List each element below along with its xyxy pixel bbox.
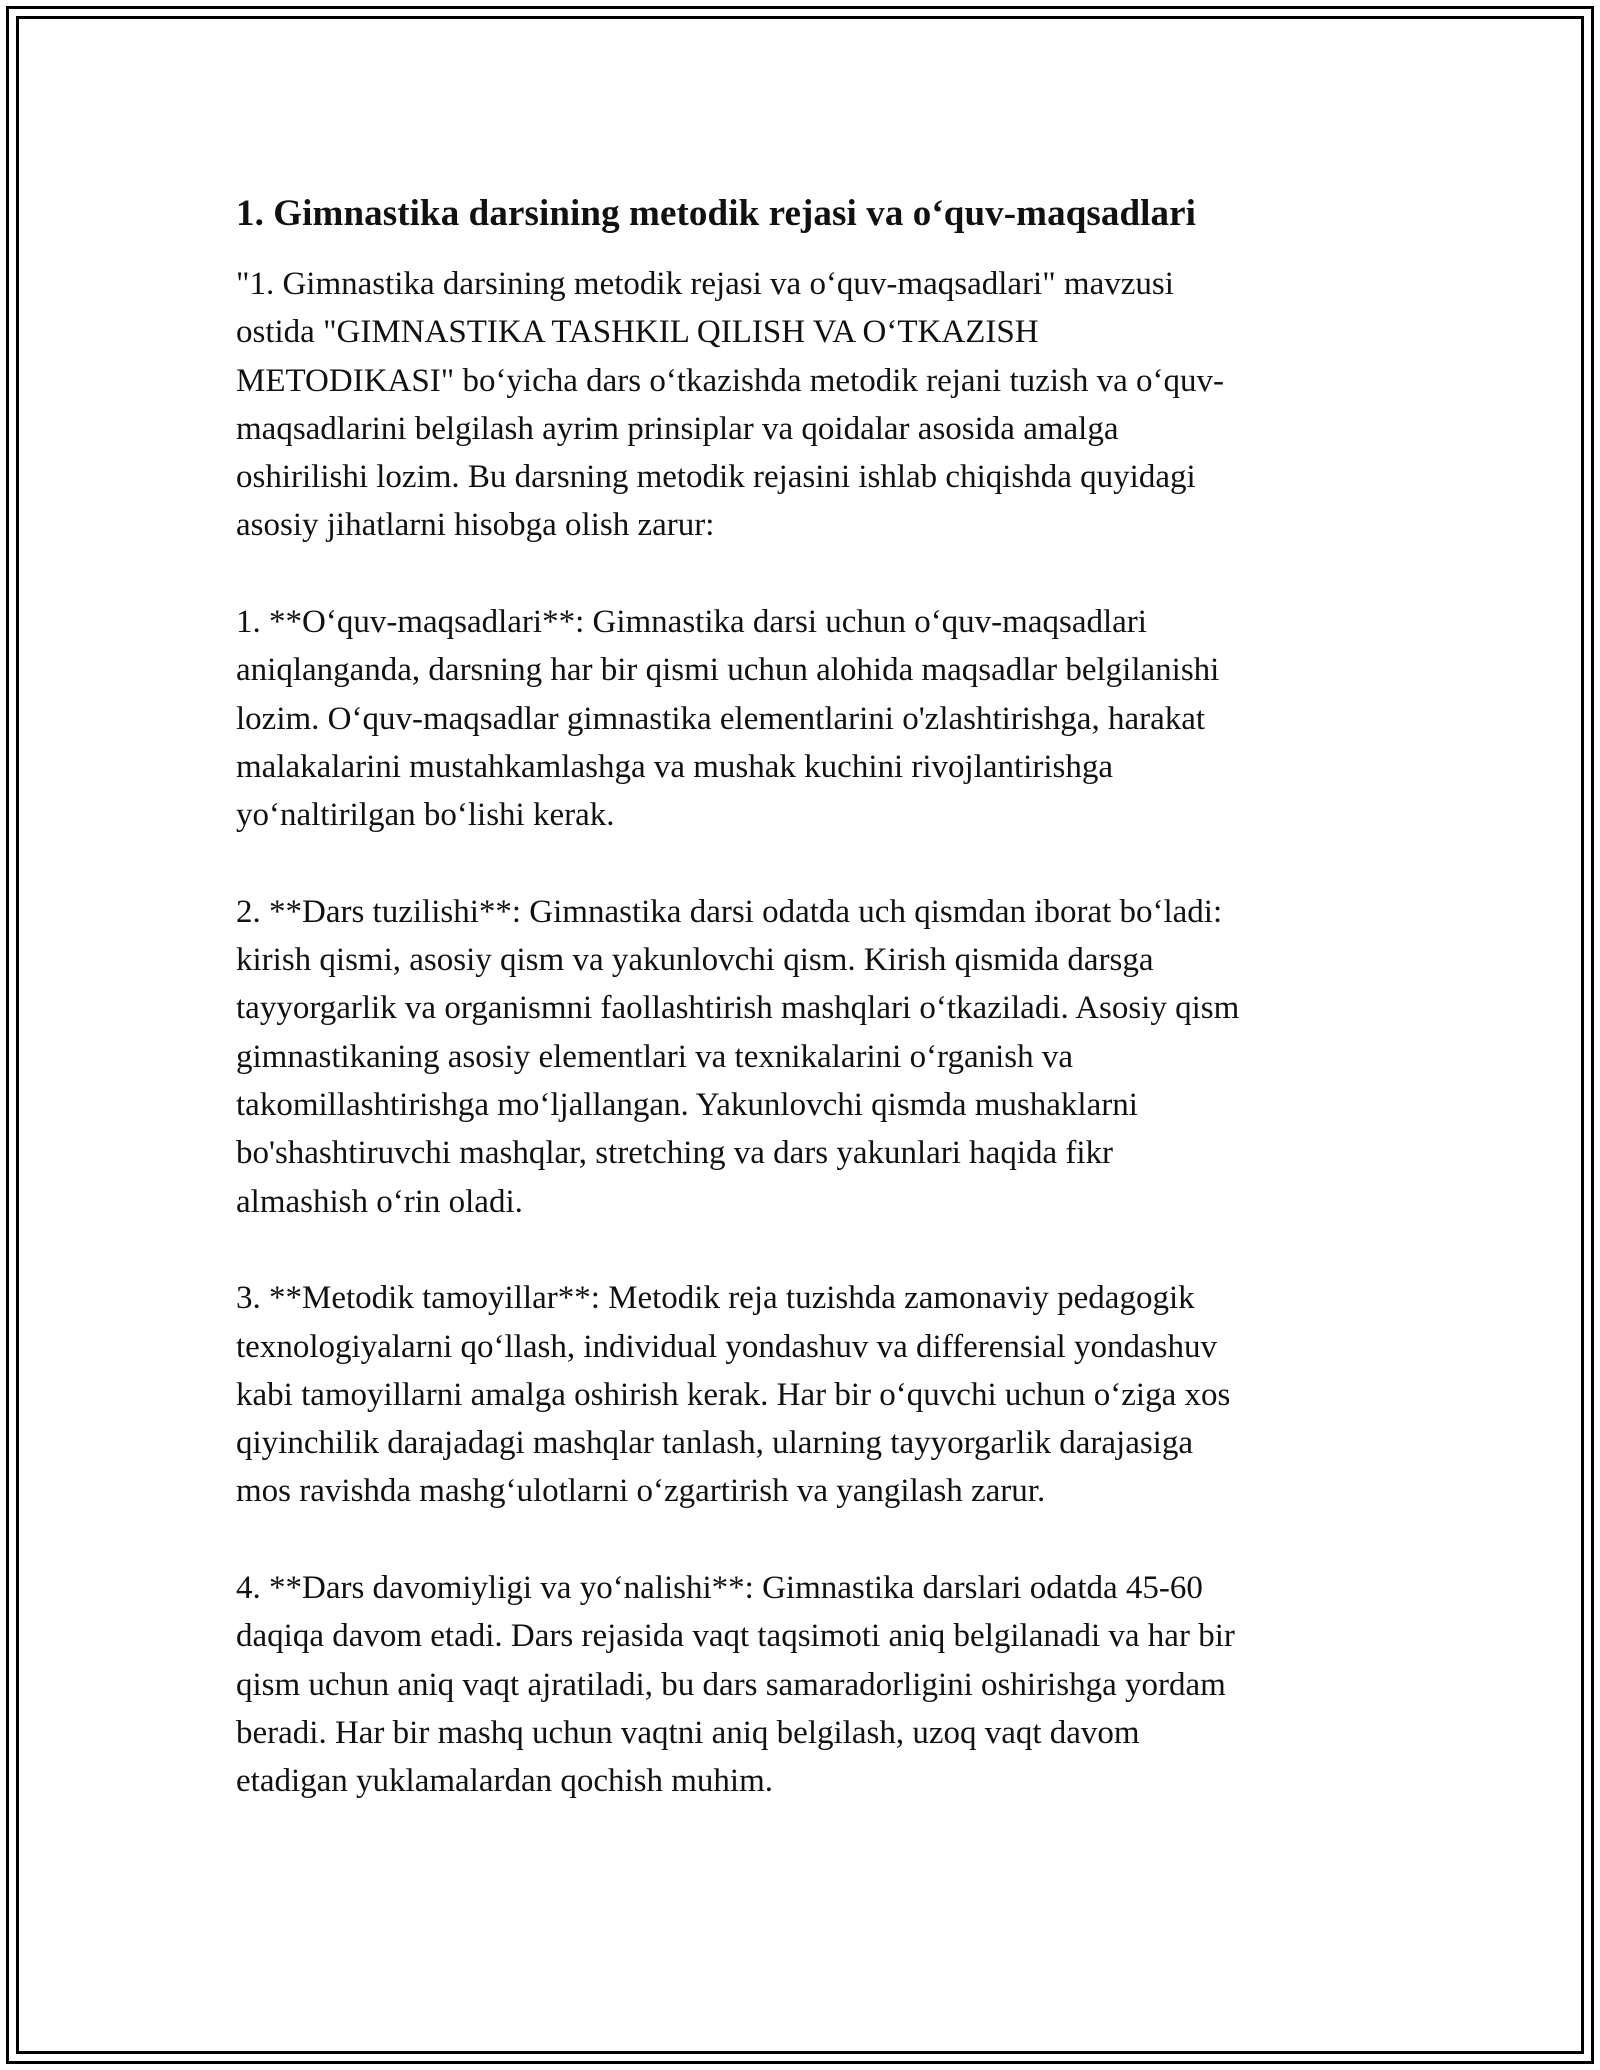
section-1-paragraph: [236, 598, 1356, 839]
paragraph-line: yo‘naltirilgan bo‘lishi kerak.: [236, 797, 615, 834]
paragraph-spacer: [236, 840, 1356, 888]
paragraph-spacer: [236, 1226, 1356, 1274]
section-2-paragraph: [236, 888, 1356, 1226]
paragraph-line: "1. Gimnastika darsining metodik rejasi va o‘quv-maqsadlari" mavzusi: [236, 266, 1174, 302]
section-4-paragraph: [236, 1564, 1356, 1805]
paragraph-line: lozim. O‘quv-maqsadlar gimnastika elementlarini o'zlashtirishga, harakat: [236, 700, 1206, 737]
paragraph-line: 2. **Dars tuzilishi**: Gimnastika darsi odatda uch qismdan iborat bo‘ladi:: [236, 893, 1223, 930]
paragraph-line: 3. **Metodik tamoyillar**: Metodik reja tuzishda zamonaviy pedagogik: [236, 1280, 1195, 1317]
paragraph-line: qiyinchilik darajadagi mashqlar tanlash, ularning tayyorgarlik darajasiga: [236, 1425, 1193, 1462]
paragraph-line: takomillashtirishga mo‘ljallangan. Yakunlovchi qismda mushaklarni: [236, 1087, 1138, 1124]
paragraph-spacer: [236, 550, 1356, 598]
document-page: [236, 178, 1356, 1806]
paragraph-line: etadigan yuklamalardan qochish muhim.: [236, 1763, 774, 1800]
paragraph-line: asosiy jihatlarni hisobga olish zarur:: [236, 507, 715, 544]
paragraph-line: tayyorgarlik va organismni faollashtirish mashqlari o‘tkaziladi. Asosiy qism: [236, 990, 1240, 1027]
paragraph-line: METODIKASI" bo‘yicha dars o‘tkazishda metodik rejani tuzish va o‘quv-: [236, 362, 1224, 399]
paragraph-line: almashish o‘rin oladi.: [236, 1183, 523, 1220]
paragraph-line: beradi. Har bir mashq uchun vaqtni aniq belgilash, uzoq vaqt davom: [236, 1714, 1140, 1751]
paragraph-spacer: [236, 1516, 1356, 1564]
paragraph-line: malakalarini mustahkamlashga va mushak kuchini rivojlantirishga: [236, 748, 1114, 785]
section-3-paragraph: [236, 1274, 1356, 1515]
paragraph-line: qism uchun aniq vaqt ajratiladi, bu dars samaradorligini oshirishga yordam: [236, 1666, 1226, 1703]
paragraph-line: daqiqa davom etadi. Dars rejasida vaqt taqsimoti aniq belgilanadi va har bir: [236, 1618, 1235, 1655]
paragraph-line: kabi tamoyillarni amalga oshirish kerak. Har bir o‘quvchi uchun o‘ziga xos: [236, 1376, 1231, 1413]
paragraph-line: bo'shashtiruvchi mashqlar, stretching va dars yakunlari haqida fikr: [236, 1135, 1114, 1172]
paragraph-line: mos ravishda mashg‘ulotlarni o‘zgartirish va yangilash zarur.: [236, 1473, 1046, 1510]
paragraph-line: 1. **O‘quv-maqsadlari**: Gimnastika darsi uchun o‘quv-maqsadlari: [236, 604, 1147, 641]
paragraph-line: kirish qismi, asosiy qism va yakunlovchi qism. Kirish qismida darsga: [236, 942, 1154, 979]
paragraph-line: maqsadlarini belgilash ayrim prinsiplar va qoidalar asosida amalga: [236, 410, 1119, 447]
paragraph-line: texnologiyalarni qo‘llash, individual yondashuv va differensial yondashuv: [236, 1328, 1217, 1365]
paragraph-line: 4. **Dars davomiyligi va yo‘nalishi**: Gimnastika darslari odatda 45-60: [236, 1570, 1203, 1607]
paragraph-line: aniqlanganda, darsning har bir qismi uchun alohida maqsadlar belgilanishi: [236, 652, 1220, 689]
paragraph-line: ostida "GIMNASTIKA TASHKIL QILISH VA O‘TKAZISH: [236, 314, 1039, 351]
paragraph-line: oshirilishi lozim. Bu darsning metodik rejasini ishlab chiqishda quyidagi: [236, 459, 1196, 496]
paragraph-line: gimnastikaning asosiy elementlari va texnikalarini o‘rganish va: [236, 1038, 1074, 1075]
intro-paragraph: [236, 260, 1356, 550]
document-title: 1. Gimnastika darsining metodik rejasi va o‘quv-maqsadlari: [236, 193, 1197, 234]
